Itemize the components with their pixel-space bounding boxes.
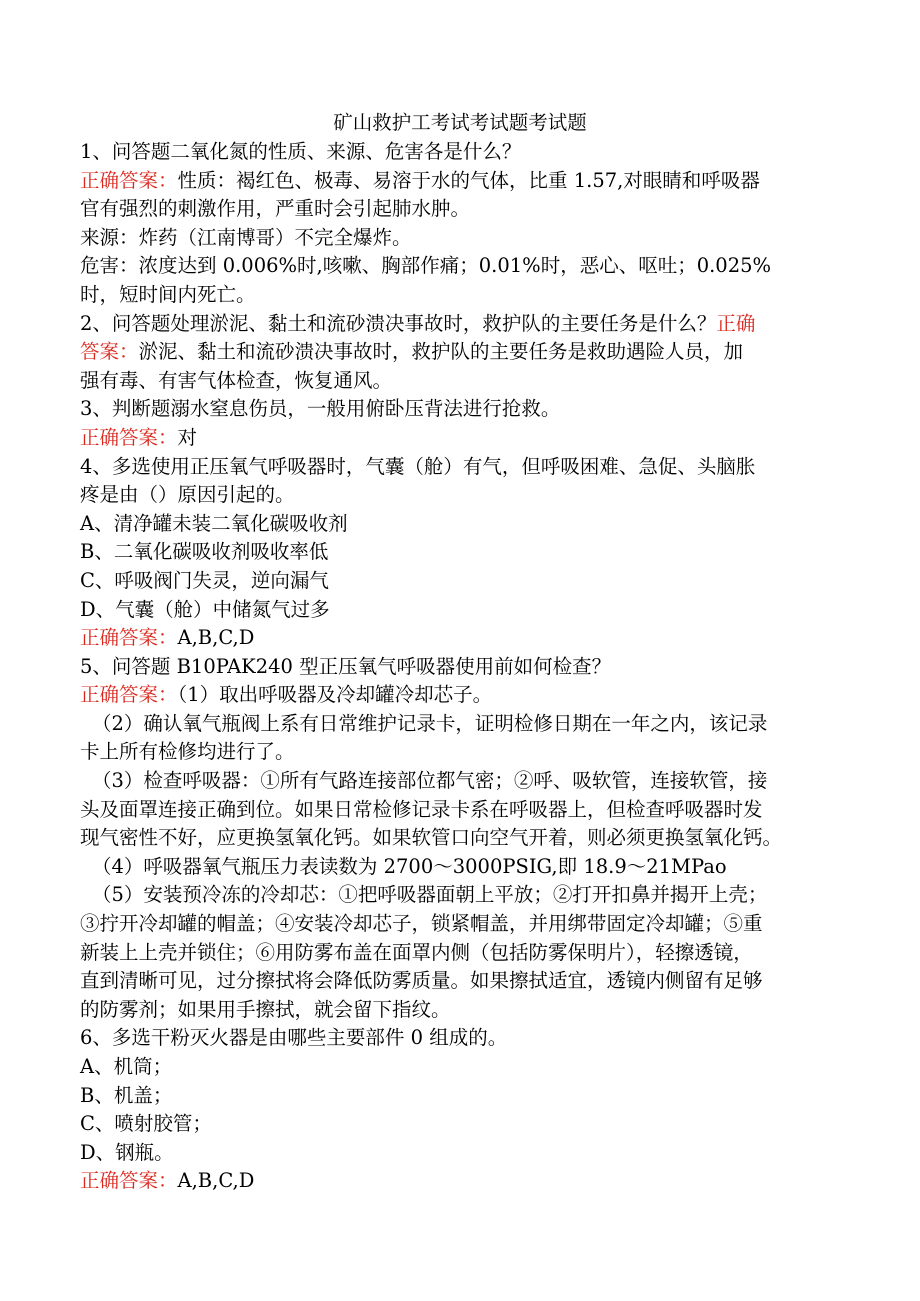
option-c: C、喷射胶管； [80,1112,212,1136]
answer-1-line-2: 官有强烈的刺激作用，严重时会引起肺水肿。 [80,197,471,221]
answer-3: 正确答案：对 [80,425,198,449]
answer-label: 正确答案： [80,425,178,449]
question-6: 6、多选干粉灭火器是由哪些主要部件 0 组成的。 [80,1026,508,1050]
option-d: D、钢瓶。 [80,1140,174,1164]
answer-2-line-2: 强有毒、有害气体检查，恢复通风。 [80,368,393,392]
question-1: 1、问答题二氧化氮的性质、来源、危害各是什么？ [80,140,522,163]
option-c: C、呼吸阀门失灵，逆向漏气 [80,568,329,592]
answer-label: 正确答案： [80,626,178,650]
answer-5-line-4: （3）检查呼吸器：①所有气路连接部位都气密；②呼、吸软管，连接软管，接 [92,769,768,793]
answer-5-line-1: 正确答案：（1）取出呼吸器及冷却罐冷却芯子。 [80,683,493,707]
answer-1-line-4: 危害：浓度达到 0.006%时,咳嗽、胸部作痛；0.01%时，恶心、呕吐；0.025% [80,254,772,278]
answer-2-line-1: 答案：淤泥、黏土和流砂溃决事故时，救护队的主要任务是救助遇险人员，加 [80,340,744,364]
question-2: 2、问答题处理淤泥、黏土和流砂溃决事故时，救护队的主要任务是什么？正确 [80,311,756,335]
answer-5-line-2: （2）确认氧气瓶阀上系有日常维护记录卡，证明检修日期在一年之内，该记录 [92,711,768,735]
page-title: 矿山救护工考试考试题考试题 [333,111,587,134]
answer-6: 正确答案：A,B,C,D [80,1169,255,1193]
question-5: 5、问答题 B10PAK240 型正压氧气呼吸器使用前如何检查？ [80,654,612,678]
answer-5-line-9: ③拧开冷却罐的帽盖；④安装冷却芯子，锁紧帽盖，并用绑带固定冷却罐；⑤重 [80,912,763,936]
option-a: A、清净罐未装二氧化碳吸收剂 [80,511,348,535]
answer-1-line-5: 时，短时间内死亡。 [80,282,256,306]
answer-1-line-1: 正确答案：性质：褐红色、极毒、易溶于水的气体，比重 1.57,对眼睛和呼吸器 [80,168,760,192]
document-body [80,138,840,1196]
answer-5-line-11: 直到清晰可见，过分擦拭将会降低防雾质量。如果擦拭适宜，透镜内侧留有足够 [80,969,763,993]
answer-4: 正确答案：A,B,C,D [80,626,255,650]
answer-label: 正确答案： [80,683,178,707]
answer-1-line-3: 来源：炸药（江南博哥）不完全爆炸。 [80,225,412,249]
answer-label: 正确 [716,311,756,335]
answer-5-line-5: 头及面罩连接正确到位。如果日常检修记录卡系在呼吸器上，但检查呼吸器时发 [80,797,763,821]
option-b: B、二氧化碳吸收剂吸收率低 [80,540,329,564]
answer-label: 正确答案： [80,1169,178,1193]
answer-5-line-7: （4）呼吸器氧气瓶压力表读数为 2700～3000PSIG,即 18.9～21MPao [92,854,727,878]
answer-label: 答案： [80,340,139,364]
answer-label: 正确答案： [80,168,178,192]
answer-5-line-3: 卡上所有检修均进行了。 [80,740,295,764]
option-a: A、机筒； [80,1055,173,1078]
answer-5-line-8: （5）安装预冷冻的冷却芯：①把呼吸器面朝上平放；②打开扣鼻并揭开上壳； [92,883,768,907]
answer-5-line-6: 现气密性不好，应更换氢氧化钙。如果软管口向空气开着，则必须更换氢氧化钙。 [80,826,783,850]
question-4-line-2: 疼是由（）原因引起的。 [80,483,295,507]
option-b: B、机盖； [80,1083,173,1107]
option-d: D、气囊（舱）中储氮气过多 [80,597,330,621]
answer-5-line-12: 的防雾剂；如果用手擦拭，就会留下指纹。 [80,997,451,1021]
answer-5-line-10: 新装上上壳并锁住；⑥用防雾布盖在面罩内侧（包括防雾保明片），轻擦透镜， [80,940,753,964]
question-3: 3、判断题溺水窒息伤员，一般用俯卧压背法进行抢救。 [80,397,561,421]
question-4-line-1: 4、多选使用正压氧气呼吸器时，气囊（舱）有气，但呼吸困难、急促、头脑胀 [80,454,756,478]
